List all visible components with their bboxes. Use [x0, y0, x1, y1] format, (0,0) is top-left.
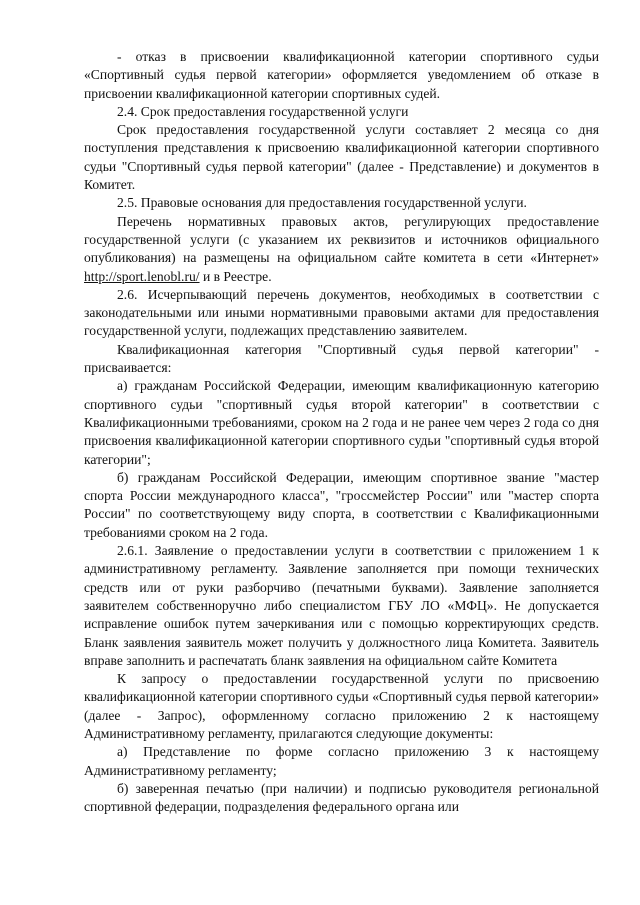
paragraph-item-a-submission: а) Представление по форме согласно приложению 3 к настоящему Административному регламенту;: [84, 744, 599, 778]
section-heading-2-5: 2.5. Правовые основания для предоставления государственной услуги.: [117, 195, 527, 211]
section-2-6-1-application: 2.6.1. Заявление о предоставлении услуги в соответствии с приложением 1 к административному регламенту. Заявление заполняется при помощи технических средств или от руки разборчиво (печатными буквами). Заявление заполняется заявителем собственноручно либо специалистом ГБУ ЛО «МФЦ». Не допускается исправление ошибок путем зачеркивания или с помощью корректирующих средств. Бланк заявления заявитель может получить у должностного лица Комитета. Заявитель вправе заполнить и распечатать бланк заявления на официальном сайте Комитета: [84, 543, 599, 668]
paragraph-request-documents: К запросу о предоставлении государственной услуги по присвоению квалификационной категории спортивного судьи «Спортивный судья первой категории» (далее - Запрос), оформленному согласно приложению 2 к настоящему Административному регламенту, прилагаются следующие документы:: [84, 671, 599, 741]
paragraph-category-intro: Квалификационная категория "Спортивный судья первой категории" - присваивается:: [84, 341, 599, 376]
sport-site-link[interactable]: http://sport.lenobl.ru/: [84, 268, 200, 284]
paragraph-item-b-citizens: б) гражданам Российской Федерации, имеющим спортивное звание "мастер спорта России международного класса", "гроссмейстер России" или "мастер спорта России" по соответствующему виду спорта, в соответствии с Квалификационными требованиями сроком на 2 года.: [84, 469, 599, 540]
paragraph-item-a-citizens: а) гражданам Российской Федерации, имеющим квалификационную категорию спортивного судьи "спортивный судья второй категории" в соответствии с Квалификационными требованиями, сроком на 2 года и не ранее чем через 2 года со дня присвоения квалификационной категории спортивного судьи "спортивный судья второй категории";: [84, 378, 599, 467]
paragraph-refusal-notice: - отказ в присвоении квалификационной категории спортивного судьи «Спортивный судья первой категории» оформляется уведомлением об отказе в присвоении квалификационной категории спортивных судей.: [84, 49, 599, 101]
section-heading-2-4: 2.4. Срок предоставления государственной услуги: [117, 103, 409, 119]
document-body: [84, 48, 599, 816]
legal-acts-text: Перечень нормативных правовых актов, регулирующих предоставление государственной услуги (с указанием их реквизитов и источников официального опубликования) на размещены на официальном сайте комитета в сети «Интернет»: [84, 213, 599, 266]
paragraph-item-b-certified: б) заверенная печатью (при наличии) и подписью руководителя региональной спортивной федерации, подразделения федерального органа или: [84, 780, 599, 815]
paragraph-legal-acts: [84, 213, 599, 286]
legal-acts-text-end: и в Реестре.: [199, 268, 272, 284]
paragraph-service-term: Срок предоставления государственной услуги составляет 2 месяца со дня поступления представления к присвоению квалификационной категории спортивного судьи "Спортивный судья первой категории" (далее - Представление) и документов в Комитет.: [84, 122, 599, 193]
section-heading-2-6: 2.6. Исчерпывающий перечень документов, необходимых в соответствии с законодательными или иными нормативными правовыми актами для предоставления государственной услуги, подлежащих представлению заявителем.: [84, 286, 599, 339]
